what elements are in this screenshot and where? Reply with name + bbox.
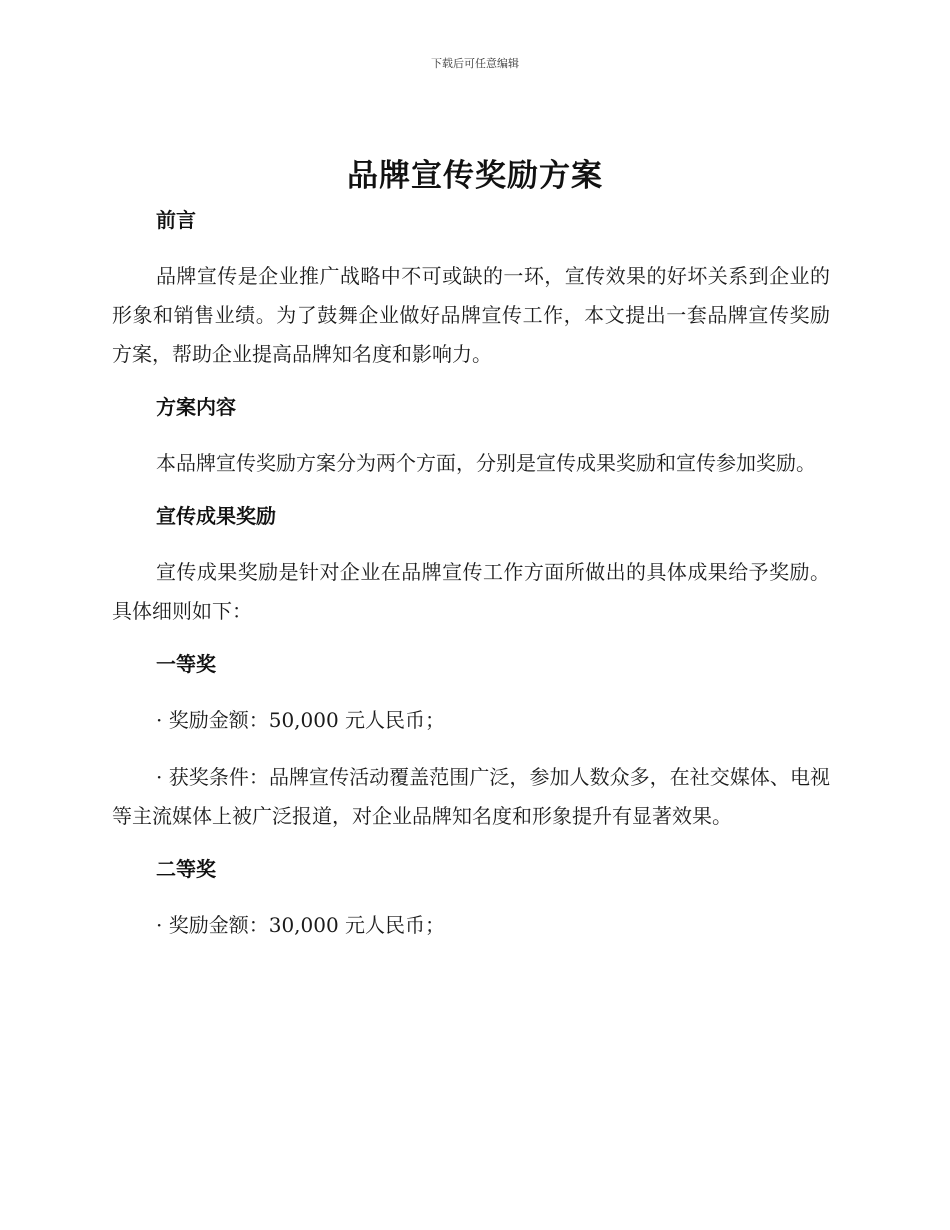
first-prize-amount: · 奖励金额：50,000 元人民币； xyxy=(156,708,446,732)
second-prize-heading: 二等奖 xyxy=(156,857,216,881)
header-note: 下载后可任意编辑 xyxy=(431,57,519,70)
content-paragraph: 本品牌宣传奖励方案分为两个方面，分别是宣传成果奖励和宣传参加奖励。 xyxy=(156,451,816,475)
preface-heading: 前言 xyxy=(156,208,196,232)
document-body xyxy=(112,205,830,945)
second-prize-amount: · 奖励金额：30,000 元人民币； xyxy=(156,913,446,937)
results-heading: 宣传成果奖励 xyxy=(156,504,276,528)
content-heading: 方案内容 xyxy=(156,395,236,419)
first-prize-condition: · 获奖条件：品牌宣传活动覆盖范围广泛，参加人数众多，在社交媒体、电视等主流媒体上被广泛报道，对企业品牌知名度和形象提升有显著效果。 xyxy=(112,765,830,828)
page-title: 品牌宣传奖励方案 xyxy=(347,158,603,194)
preface-paragraph: 品牌宣传是企业推广战略中不可或缺的一环，宣传效果的好坏关系到企业的形象和销售业绩。为了鼓舞企业做好品牌宣传工作，本文提出一套品牌宣传奖励方案，帮助企业提高品牌知名度和影响力。 xyxy=(112,264,830,366)
first-prize-heading: 一等奖 xyxy=(156,652,216,676)
results-paragraph: 宣传成果奖励是针对企业在品牌宣传工作方面所做出的具体成果给予奖励。具体细则如下： xyxy=(112,560,830,623)
